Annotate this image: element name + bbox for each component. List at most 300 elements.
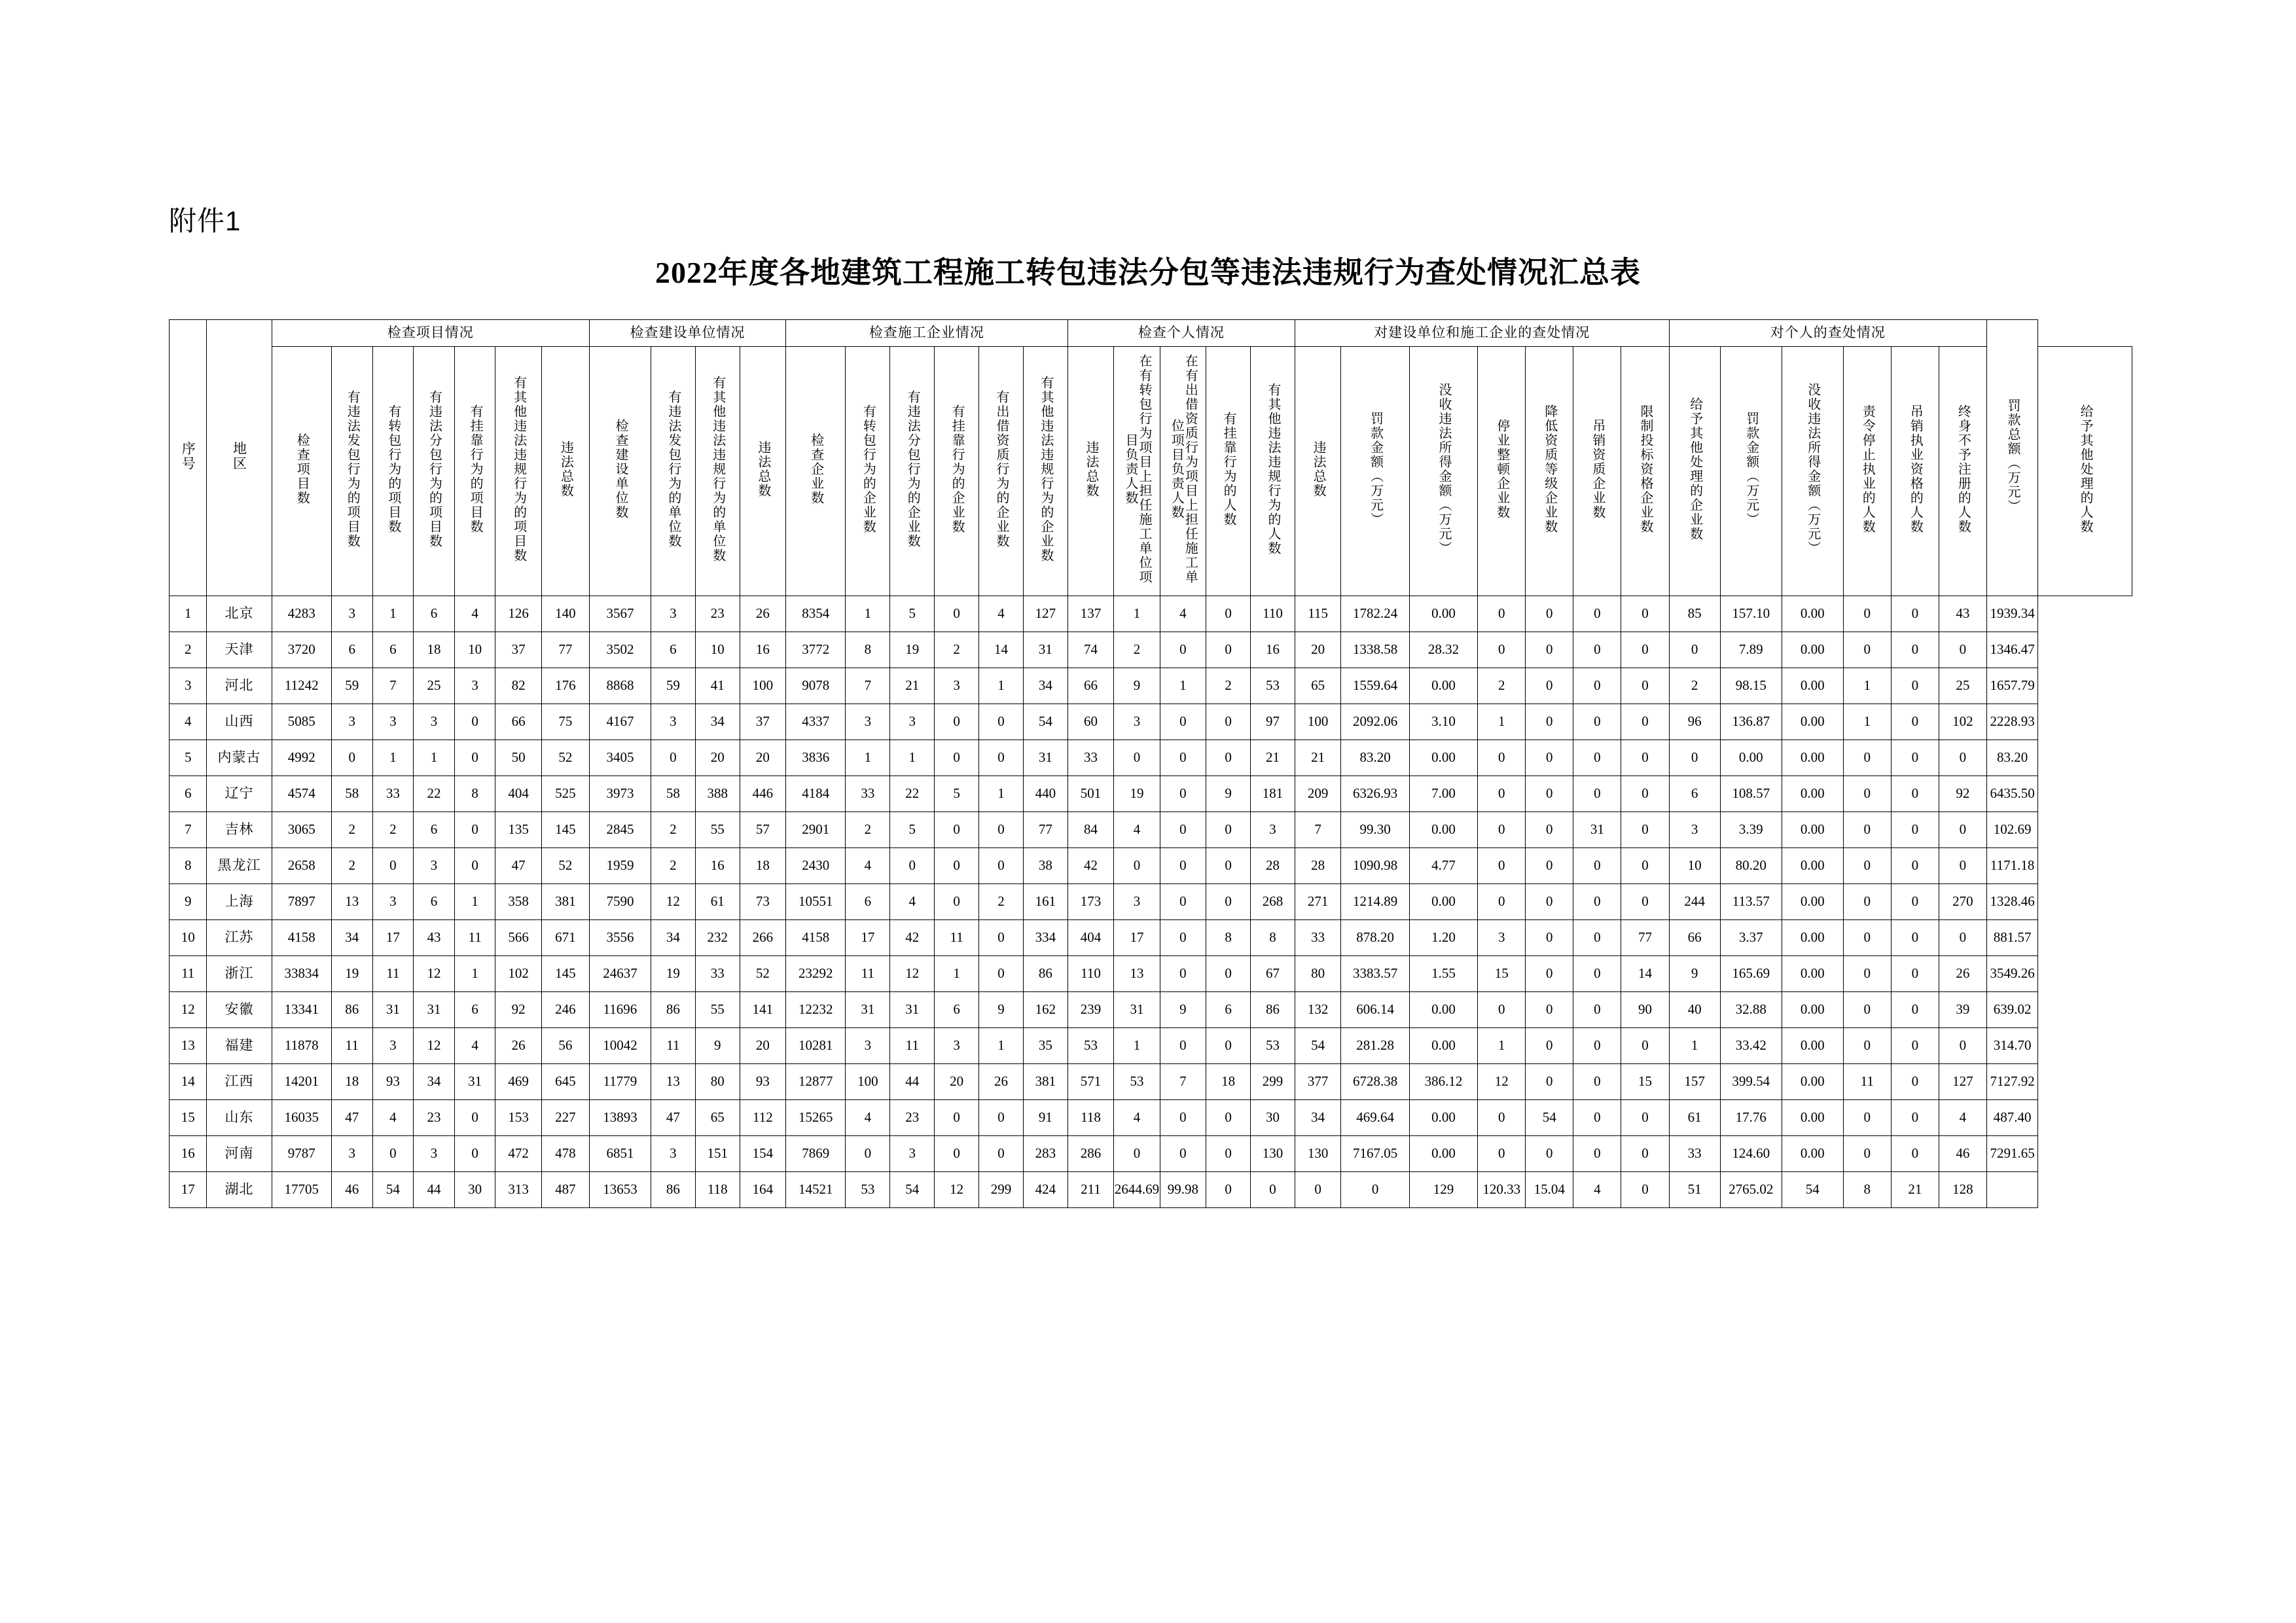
row-value: 153	[495, 1100, 541, 1136]
row-value: 53	[1251, 668, 1295, 704]
col-header-label: 没收违法所得金额（万元）	[1805, 383, 1820, 556]
row-value: 3	[935, 1028, 979, 1064]
row-total: 7291.65	[1986, 1136, 2037, 1172]
row-value: 0	[935, 1100, 979, 1136]
row-value: 13	[1114, 956, 1160, 992]
row-total: 102.69	[1986, 812, 2037, 848]
row-value: 96	[1669, 704, 1720, 740]
row-value: 6	[414, 884, 455, 920]
row-value: 0	[1939, 740, 1986, 776]
row-value: 386.12	[1409, 1064, 1477, 1100]
row-value: 8354	[786, 596, 846, 632]
row-value: 33	[1669, 1136, 1720, 1172]
row-value: 58	[651, 776, 695, 812]
group-header-penalty-individuals: 对个人的查处情况	[1669, 320, 1986, 347]
row-total: 2228.93	[1986, 704, 2037, 740]
row-value: 17	[1114, 920, 1160, 956]
row-value: 0	[1573, 632, 1621, 668]
row-value: 0	[1206, 812, 1251, 848]
row-value: 0	[979, 920, 1024, 956]
row-value: 77	[1621, 920, 1669, 956]
row-value: 0	[1939, 632, 1986, 668]
row-value: 0	[1526, 884, 1573, 920]
col-header	[651, 347, 695, 596]
row-value: 0.00	[1782, 1028, 1843, 1064]
row-value: 0	[1891, 920, 1939, 956]
row-value: 377	[1295, 1064, 1340, 1100]
col-header	[786, 347, 846, 596]
row-value: 181	[1251, 776, 1295, 812]
row-value: 10	[695, 632, 740, 668]
row-value: 0	[1891, 668, 1939, 704]
row-value: 173	[1067, 884, 1113, 920]
row-value: 33	[1295, 920, 1340, 956]
row-value: 227	[541, 1100, 589, 1136]
row-value: 0.00	[1782, 668, 1843, 704]
table-row	[170, 1100, 2132, 1136]
row-value: 671	[541, 920, 589, 956]
row-value: 469.64	[1341, 1100, 1409, 1136]
row-value: 86	[331, 992, 372, 1028]
row-value: 244	[1669, 884, 1720, 920]
row-value: 58	[331, 776, 372, 812]
row-value: 100	[846, 1064, 890, 1100]
row-value: 334	[1023, 920, 1067, 956]
row-value: 0	[1526, 1136, 1573, 1172]
row-value: 7590	[589, 884, 651, 920]
row-value: 23	[890, 1100, 935, 1136]
row-value: 118	[695, 1172, 740, 1208]
row-value: 0	[1526, 992, 1573, 1028]
row-value: 0	[1206, 956, 1251, 992]
row-value: 4	[890, 884, 935, 920]
col-header	[1573, 347, 1621, 596]
row-value: 0	[1621, 884, 1669, 920]
row-value: 66	[495, 704, 541, 740]
row-value: 141	[740, 992, 785, 1028]
row-value: 0	[1621, 740, 1669, 776]
row-value: 0	[1160, 1028, 1206, 1064]
row-value: 0.00	[1409, 812, 1477, 848]
row-value: 31	[1023, 632, 1067, 668]
row-value: 6	[414, 812, 455, 848]
row-value: 645	[541, 1064, 589, 1100]
row-value: 108.57	[1720, 776, 1782, 812]
row-value: 60	[1067, 704, 1113, 740]
row-index: 16	[170, 1136, 207, 1172]
row-value: 5	[935, 776, 979, 812]
row-value: 2	[935, 632, 979, 668]
table-header	[170, 320, 2132, 596]
row-value: 0	[1843, 956, 1891, 992]
row-value: 8	[454, 776, 495, 812]
row-value: 12	[890, 956, 935, 992]
row-value: 0	[1160, 1136, 1206, 1172]
row-value: 3567	[589, 596, 651, 632]
row-region: 湖北	[207, 1172, 272, 1208]
row-total: 83.20	[1986, 740, 2037, 776]
row-value: 0	[1206, 704, 1251, 740]
row-value: 11	[372, 956, 414, 992]
row-value: 165.69	[1720, 956, 1782, 992]
row-value: 110	[1251, 596, 1295, 632]
row-total: 314.70	[1986, 1028, 2037, 1064]
row-value: 31	[1023, 740, 1067, 776]
row-value: 0	[1251, 1172, 1295, 1208]
row-value: 6	[454, 992, 495, 1028]
row-value: 381	[1023, 1064, 1067, 1100]
row-index: 14	[170, 1064, 207, 1100]
row-value: 0	[979, 812, 1024, 848]
row-value: 113.57	[1720, 884, 1782, 920]
row-value: 11779	[589, 1064, 651, 1100]
row-value: 446	[740, 776, 785, 812]
row-value: 82	[495, 668, 541, 704]
row-value: 1	[935, 956, 979, 992]
col-header	[541, 347, 589, 596]
table-row	[170, 920, 2132, 956]
row-value: 0	[1573, 596, 1621, 632]
row-value: 52	[541, 848, 589, 884]
row-value: 286	[1067, 1136, 1113, 1172]
row-value: 19	[651, 956, 695, 992]
row-value: 10042	[589, 1028, 651, 1064]
row-index: 17	[170, 1172, 207, 1208]
row-value: 0	[1160, 884, 1206, 920]
header-region-label: 地区	[231, 440, 247, 471]
row-value: 127	[1939, 1064, 1986, 1100]
row-value: 404	[1067, 920, 1113, 956]
row-value: 53	[846, 1172, 890, 1208]
row-value: 47	[495, 848, 541, 884]
group-header-row	[170, 320, 2132, 347]
col-header-label: 有其他违法违规行为的人数	[1265, 383, 1280, 556]
row-value: 3836	[786, 740, 846, 776]
row-value: 17.76	[1720, 1100, 1782, 1136]
row-value: 2	[1114, 632, 1160, 668]
row-value: 2845	[589, 812, 651, 848]
row-value: 145	[541, 812, 589, 848]
row-value: 0	[1843, 812, 1891, 848]
row-value: 0	[1573, 920, 1621, 956]
row-value: 53	[1067, 1028, 1113, 1064]
row-value: 0	[1160, 848, 1206, 884]
row-value: 19	[331, 956, 372, 992]
row-value: 0	[1621, 596, 1669, 632]
row-value: 41	[695, 668, 740, 704]
col-header	[1251, 347, 1295, 596]
row-value: 21	[1891, 1172, 1939, 1208]
row-value: 0	[1160, 956, 1206, 992]
row-value: 2	[651, 812, 695, 848]
row-value: 469	[495, 1064, 541, 1100]
col-header-label: 终身不予注册的人数	[1956, 404, 1971, 535]
row-value: 3.37	[1720, 920, 1782, 956]
row-value: 34	[1023, 668, 1067, 704]
summary-table	[169, 319, 2132, 1208]
row-value: 7	[1160, 1064, 1206, 1100]
row-value: 176	[541, 668, 589, 704]
row-value: 6	[414, 596, 455, 632]
row-region: 内蒙古	[207, 740, 272, 776]
row-value: 92	[1939, 776, 1986, 812]
row-value: 9787	[272, 1136, 331, 1172]
row-value: 4	[372, 1100, 414, 1136]
row-value: 65	[695, 1100, 740, 1136]
row-value: 3	[372, 1028, 414, 1064]
row-value: 0	[1573, 884, 1621, 920]
row-value: 135	[495, 812, 541, 848]
row-value: 12	[1478, 1064, 1526, 1100]
col-header-label: 有转包行为的企业数	[861, 404, 876, 535]
row-value: 47	[331, 1100, 372, 1136]
row-value: 9	[1114, 668, 1160, 704]
row-value: 299	[979, 1172, 1024, 1208]
row-value: 40	[1669, 992, 1720, 1028]
row-value: 26	[1939, 956, 1986, 992]
row-total: 6435.50	[1986, 776, 2037, 812]
row-value: 0	[1843, 740, 1891, 776]
row-value: 0	[1621, 812, 1669, 848]
row-value: 0	[1573, 740, 1621, 776]
row-value: 11	[651, 1028, 695, 1064]
row-value: 3502	[589, 632, 651, 668]
row-value: 0	[1114, 1136, 1160, 1172]
row-value: 66	[1067, 668, 1113, 704]
row-value: 12	[414, 1028, 455, 1064]
row-index: 9	[170, 884, 207, 920]
row-value: 0	[1573, 956, 1621, 992]
row-value: 3	[331, 596, 372, 632]
row-value: 93	[372, 1064, 414, 1100]
row-value: 3	[414, 704, 455, 740]
row-region: 黑龙江	[207, 848, 272, 884]
row-value: 33.42	[1720, 1028, 1782, 1064]
row-value: 51	[1669, 1172, 1720, 1208]
row-value: 4	[846, 1100, 890, 1136]
col-header-label: 罚款金额（万元）	[1744, 412, 1759, 527]
row-index: 5	[170, 740, 207, 776]
row-value: 74	[1067, 632, 1113, 668]
row-value: 0	[454, 812, 495, 848]
row-value: 8	[1251, 920, 1295, 956]
row-value: 2	[846, 812, 890, 848]
row-value: 28.32	[1409, 632, 1477, 668]
col-header-label: 检查项目数	[295, 433, 310, 506]
row-value: 2	[979, 884, 1024, 920]
table-row	[170, 812, 2132, 848]
row-value: 17705	[272, 1172, 331, 1208]
row-value: 0.00	[1782, 1100, 1843, 1136]
row-value: 0	[1206, 596, 1251, 632]
row-value: 0	[1843, 632, 1891, 668]
row-value: 0	[1160, 1100, 1206, 1136]
row-value: 154	[740, 1136, 785, 1172]
row-value: 0.00	[1409, 740, 1477, 776]
row-value: 37	[495, 632, 541, 668]
row-value: 5	[890, 596, 935, 632]
row-value: 3	[1251, 812, 1295, 848]
row-value: 0	[1206, 1172, 1251, 1208]
row-value: 6	[846, 884, 890, 920]
row-value: 4	[1114, 1100, 1160, 1136]
row-value: 0.00	[1409, 884, 1477, 920]
row-value: 0.00	[1409, 1028, 1477, 1064]
row-value: 53	[1114, 1064, 1160, 1100]
row-value: 0	[1891, 884, 1939, 920]
group-header-enterprises: 检查施工企业情况	[786, 320, 1068, 347]
row-value: 0	[1526, 812, 1573, 848]
row-index: 2	[170, 632, 207, 668]
row-value: 126	[495, 596, 541, 632]
table-row	[170, 704, 2132, 740]
row-value: 2765.02	[1720, 1172, 1782, 1208]
row-region: 上海	[207, 884, 272, 920]
row-value: 73	[740, 884, 785, 920]
row-value: 42	[1067, 848, 1113, 884]
row-value: 2901	[786, 812, 846, 848]
row-value: 61	[1669, 1100, 1720, 1136]
row-value: 299	[1251, 1064, 1295, 1100]
row-value: 0	[1891, 992, 1939, 1028]
row-value: 9	[1206, 776, 1251, 812]
col-header	[1023, 347, 1067, 596]
row-value: 55	[695, 812, 740, 848]
row-value: 478	[541, 1136, 589, 1172]
col-header-label: 有挂靠行为的项目数	[468, 404, 483, 535]
row-value: 33	[846, 776, 890, 812]
col-header-label: 罚款金额（万元）	[1368, 412, 1383, 527]
row-value: 16	[1251, 632, 1295, 668]
col-header	[1114, 347, 1160, 596]
row-value: 21	[1295, 740, 1340, 776]
row-value: 6	[935, 992, 979, 1028]
summary-table-container	[169, 319, 2132, 1208]
row-value: 1	[979, 668, 1024, 704]
row-value: 0	[1843, 992, 1891, 1028]
row-value: 21	[890, 668, 935, 704]
row-value: 0	[1621, 1100, 1669, 1136]
row-value: 0	[1843, 884, 1891, 920]
row-value: 57	[740, 812, 785, 848]
col-header-label: 吊销执业资格的人数	[1908, 404, 1923, 535]
row-value: 77	[541, 632, 589, 668]
row-value: 9	[1160, 992, 1206, 1028]
row-region: 安徽	[207, 992, 272, 1028]
row-value: 3	[1114, 704, 1160, 740]
row-value: 0.00	[1782, 920, 1843, 956]
row-value: 0.00	[1782, 632, 1843, 668]
row-value: 23292	[786, 956, 846, 992]
row-value: 440	[1023, 776, 1067, 812]
row-value: 4	[1114, 812, 1160, 848]
row-value: 80.20	[1720, 848, 1782, 884]
row-value: 3	[454, 668, 495, 704]
row-value: 209	[1295, 776, 1340, 812]
row-value: 0	[979, 848, 1024, 884]
row-value: 0	[1891, 1028, 1939, 1064]
row-value: 0	[1891, 812, 1939, 848]
row-value: 0	[1843, 776, 1891, 812]
row-value: 0	[1160, 740, 1206, 776]
row-value: 32.88	[1720, 992, 1782, 1028]
row-value: 25	[1939, 668, 1986, 704]
row-value: 0.00	[1782, 992, 1843, 1028]
row-value: 54	[890, 1172, 935, 1208]
col-header-label: 有其他违法违规行为的项目数	[511, 376, 526, 563]
row-value: 34	[414, 1064, 455, 1100]
row-value: 50	[495, 740, 541, 776]
row-region: 辽宁	[207, 776, 272, 812]
col-header-label: 违法总数	[755, 440, 770, 499]
row-value: 1	[372, 596, 414, 632]
row-value: 13	[651, 1064, 695, 1100]
row-value: 102	[1939, 704, 1986, 740]
row-value: 20	[935, 1064, 979, 1100]
row-value: 12877	[786, 1064, 846, 1100]
col-header	[1526, 347, 1573, 596]
row-value: 0	[1621, 632, 1669, 668]
row-value: 0	[454, 848, 495, 884]
row-value: 0	[1891, 704, 1939, 740]
row-value: 1	[414, 740, 455, 776]
col-header-label: 给予其他处理的企业数	[1687, 397, 1702, 542]
row-index: 3	[170, 668, 207, 704]
row-value: 13	[331, 884, 372, 920]
row-value: 127	[1023, 596, 1067, 632]
row-value: 2	[372, 812, 414, 848]
row-value: 0	[1621, 668, 1669, 704]
row-value: 4158	[272, 920, 331, 956]
row-value: 12	[414, 956, 455, 992]
row-value: 313	[495, 1172, 541, 1208]
row-value: 25	[414, 668, 455, 704]
row-value: 157.10	[1720, 596, 1782, 632]
row-value: 3	[331, 704, 372, 740]
row-value: 14	[1621, 956, 1669, 992]
row-value: 22	[890, 776, 935, 812]
col-header-label: 检查企业数	[808, 433, 823, 506]
row-value: 118	[1067, 1100, 1113, 1136]
row-value: 2	[1478, 668, 1526, 704]
row-value: 0	[935, 848, 979, 884]
row-value: 26	[979, 1064, 1024, 1100]
row-value: 46	[331, 1172, 372, 1208]
row-value: 18	[414, 632, 455, 668]
row-value: 0	[1621, 1136, 1669, 1172]
row-value: 14201	[272, 1064, 331, 1100]
row-value: 34	[1295, 1100, 1340, 1136]
row-value: 358	[495, 884, 541, 920]
row-value: 246	[541, 992, 589, 1028]
col-header	[589, 347, 651, 596]
row-value: 42	[890, 920, 935, 956]
col-header	[1782, 347, 1843, 596]
row-value: 211	[1067, 1172, 1113, 1208]
row-value: 0	[935, 740, 979, 776]
row-value: 1	[1843, 668, 1891, 704]
row-value: 0.00	[1782, 956, 1843, 992]
row-value: 1	[979, 776, 1024, 812]
row-value: 13341	[272, 992, 331, 1028]
row-value: 28	[1295, 848, 1340, 884]
col-header	[846, 347, 890, 596]
row-total	[1986, 1172, 2037, 1208]
row-value: 33	[695, 956, 740, 992]
row-value: 140	[541, 596, 589, 632]
row-value: 1	[1160, 668, 1206, 704]
row-value: 85	[1669, 596, 1720, 632]
